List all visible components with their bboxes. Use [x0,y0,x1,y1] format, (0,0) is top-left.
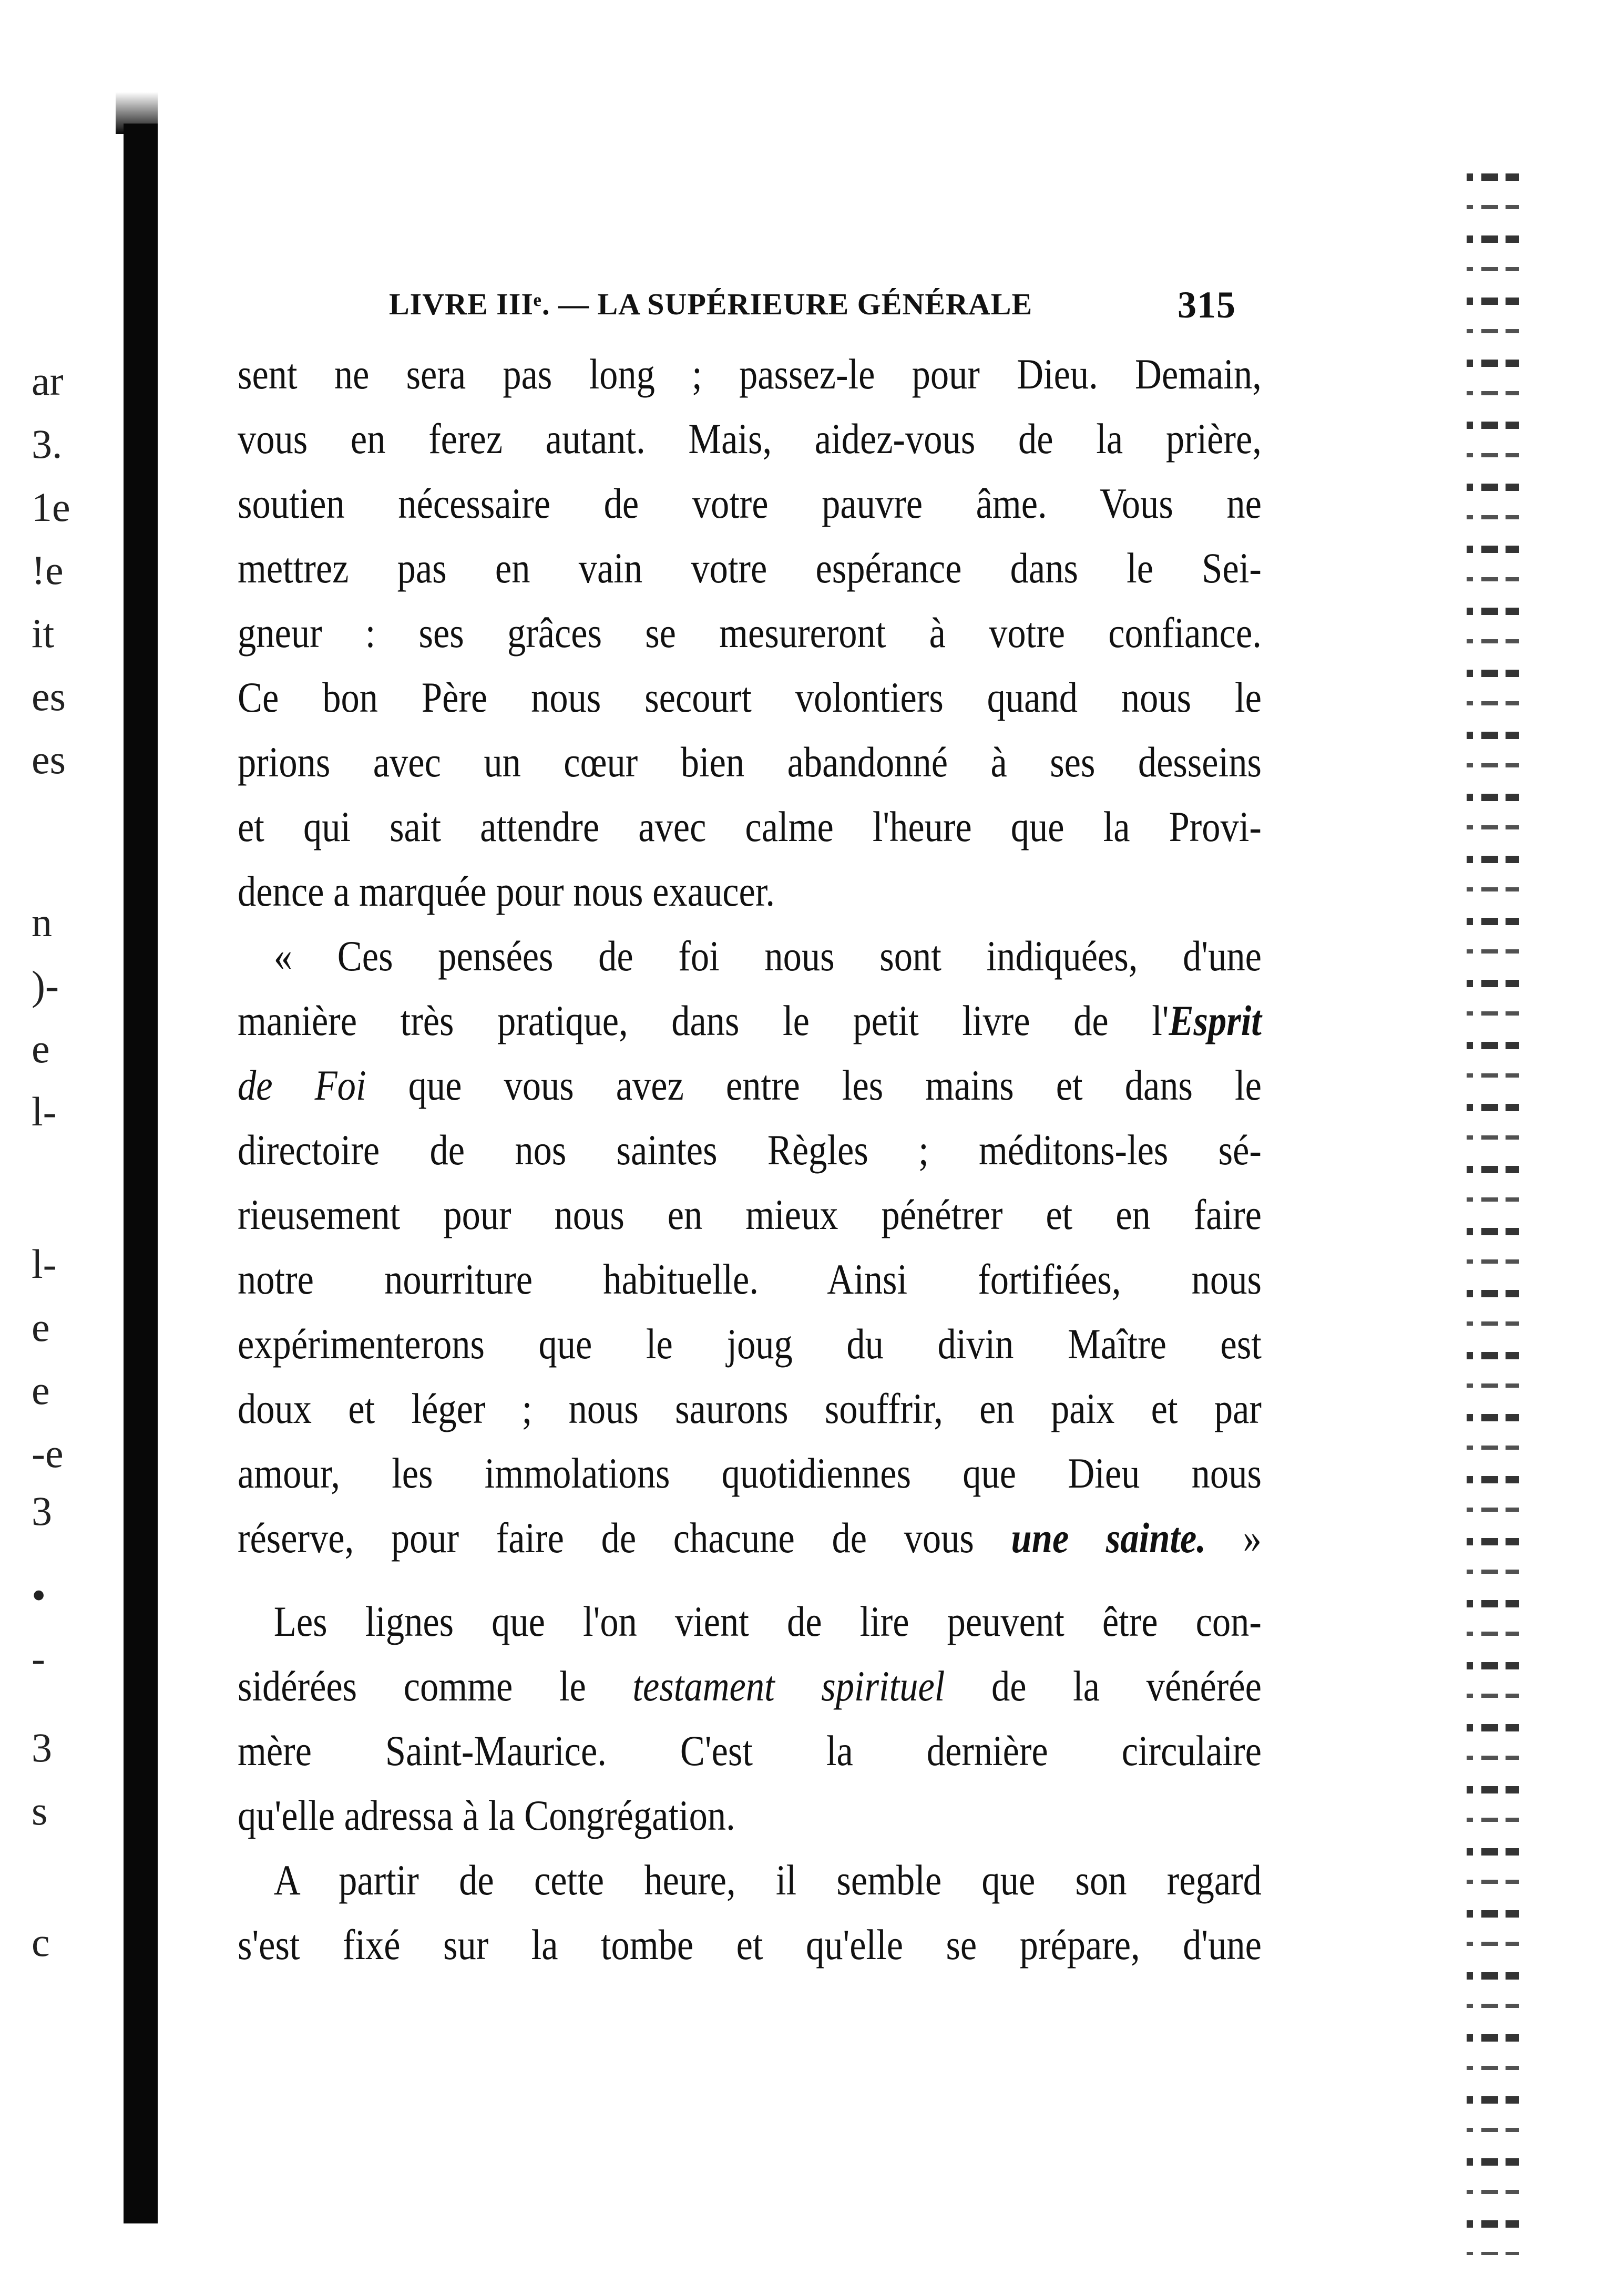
text-line: Ce bon Père nous secourt volontiers quand nous le [238,673,1262,721]
text-line: expérimenterons que le joug du divin Maître est [238,1320,1262,1368]
text-line: sent ne sera pas long ; passez-le pour Dieu. Demain, [238,350,1262,398]
fragment: es [32,673,66,719]
text-line: A partir de cette heure, il semble que son regard [273,1856,1262,1904]
body-text [238,342,1262,1977]
scan-edge-noise [1467,173,1535,2255]
text-line: gneur : ses grâces se mesureront à votre confiance. [238,609,1262,657]
fragment: 3 [32,1725,52,1770]
fragment: 3. [32,421,63,467]
text-run: de la vénérée [945,1662,1262,1710]
fragment: n [32,899,52,945]
fragment: )- [32,962,59,1008]
fragment: e [32,1026,50,1071]
text-line [238,1053,1262,1118]
fragment: -e [32,1430,64,1476]
text-line: dence a marquée pour nous exaucer. [238,867,775,915]
fragment: l- [32,1089,57,1134]
fragment: c [32,1919,50,1965]
fragment: s [32,1788,48,1833]
italic-run: une sainte. [1011,1514,1206,1562]
text-run: réserve, pour faire de chacune de vous [238,1514,1011,1562]
fragment: 1e [32,484,70,530]
binding-band [124,124,158,2223]
facing-page-fragments [0,0,116,2296]
text-line [238,1654,1262,1718]
text-line [238,1505,1262,1570]
text-line: et qui sait attendre avec calme l'heure que la Provi- [238,803,1262,850]
text-run: manière très pratique, dans le petit livre de l' [238,997,1169,1044]
text-line [238,988,1262,1053]
text-line: rieusement pour nous en mieux pénétrer et en faire [238,1191,1262,1238]
text-run: » [1205,1514,1262,1562]
text-line: prions avec un cœur bien abandonné à ses desseins [238,738,1262,786]
text-line: mettrez pas en vain votre espérance dans le Sei- [238,544,1262,592]
fragment: it [32,610,55,656]
text-line: Les lignes que l'on vient de lire peuvent être con- [273,1597,1262,1645]
fragment: e [32,1304,50,1350]
fragment: ar [32,358,64,404]
paragraph [238,1848,1262,1977]
text-run: que vous avez entre les mains et dans le [366,1061,1262,1109]
text-line: s'est fixé sur la tombe et qu'elle se prépare, d'une [238,1921,1262,1969]
fragment: !e [32,547,64,593]
fragment: es [32,736,66,782]
page-number: 315 [1178,284,1236,326]
italic-run: testament spirituel [632,1662,945,1710]
text-line: doux et léger ; nous saurons souffrir, en paix et par [238,1385,1262,1432]
fragment: • [32,1572,46,1618]
paragraph-gap [238,1570,1118,1589]
italic-run: de Foi [238,1061,366,1109]
text-line: soutien nécessaire de votre pauvre âme. Vous ne [238,479,1262,527]
running-header [389,286,1283,334]
text-line: qu'elle adressa à la Congrégation. [238,1791,735,1839]
text-run: sidérées comme le [238,1662,633,1710]
fragment: l- [32,1241,57,1287]
text-line: « Ces pensées de foi nous sont indiquées, d'une [273,932,1262,980]
text-line: mère Saint-Maurice. C'est la dernière circulaire [238,1727,1262,1775]
fragment: 3 [32,1488,52,1534]
text-line: vous en ferez autant. Mais, aidez-vous de la prière, [238,415,1262,463]
text-line: amour, les immolations quotidiennes que Dieu nous [238,1449,1262,1497]
header-title: LIVRE IIIᵉ. — LA SUPÉRIEURE GÉNÉRALE [389,287,1033,321]
text-line: notre nourriture habituelle. Ainsi fortifiées, nous [238,1255,1262,1303]
fragment: - [32,1635,45,1681]
fragment: e [32,1367,50,1413]
italic-run: Esprit [1169,997,1262,1044]
text-line: directoire de nos saintes Règles ; méditons-les sé- [238,1126,1262,1174]
paragraph [238,342,1262,924]
paragraph [238,924,1262,1570]
paragraph [238,1589,1262,1848]
